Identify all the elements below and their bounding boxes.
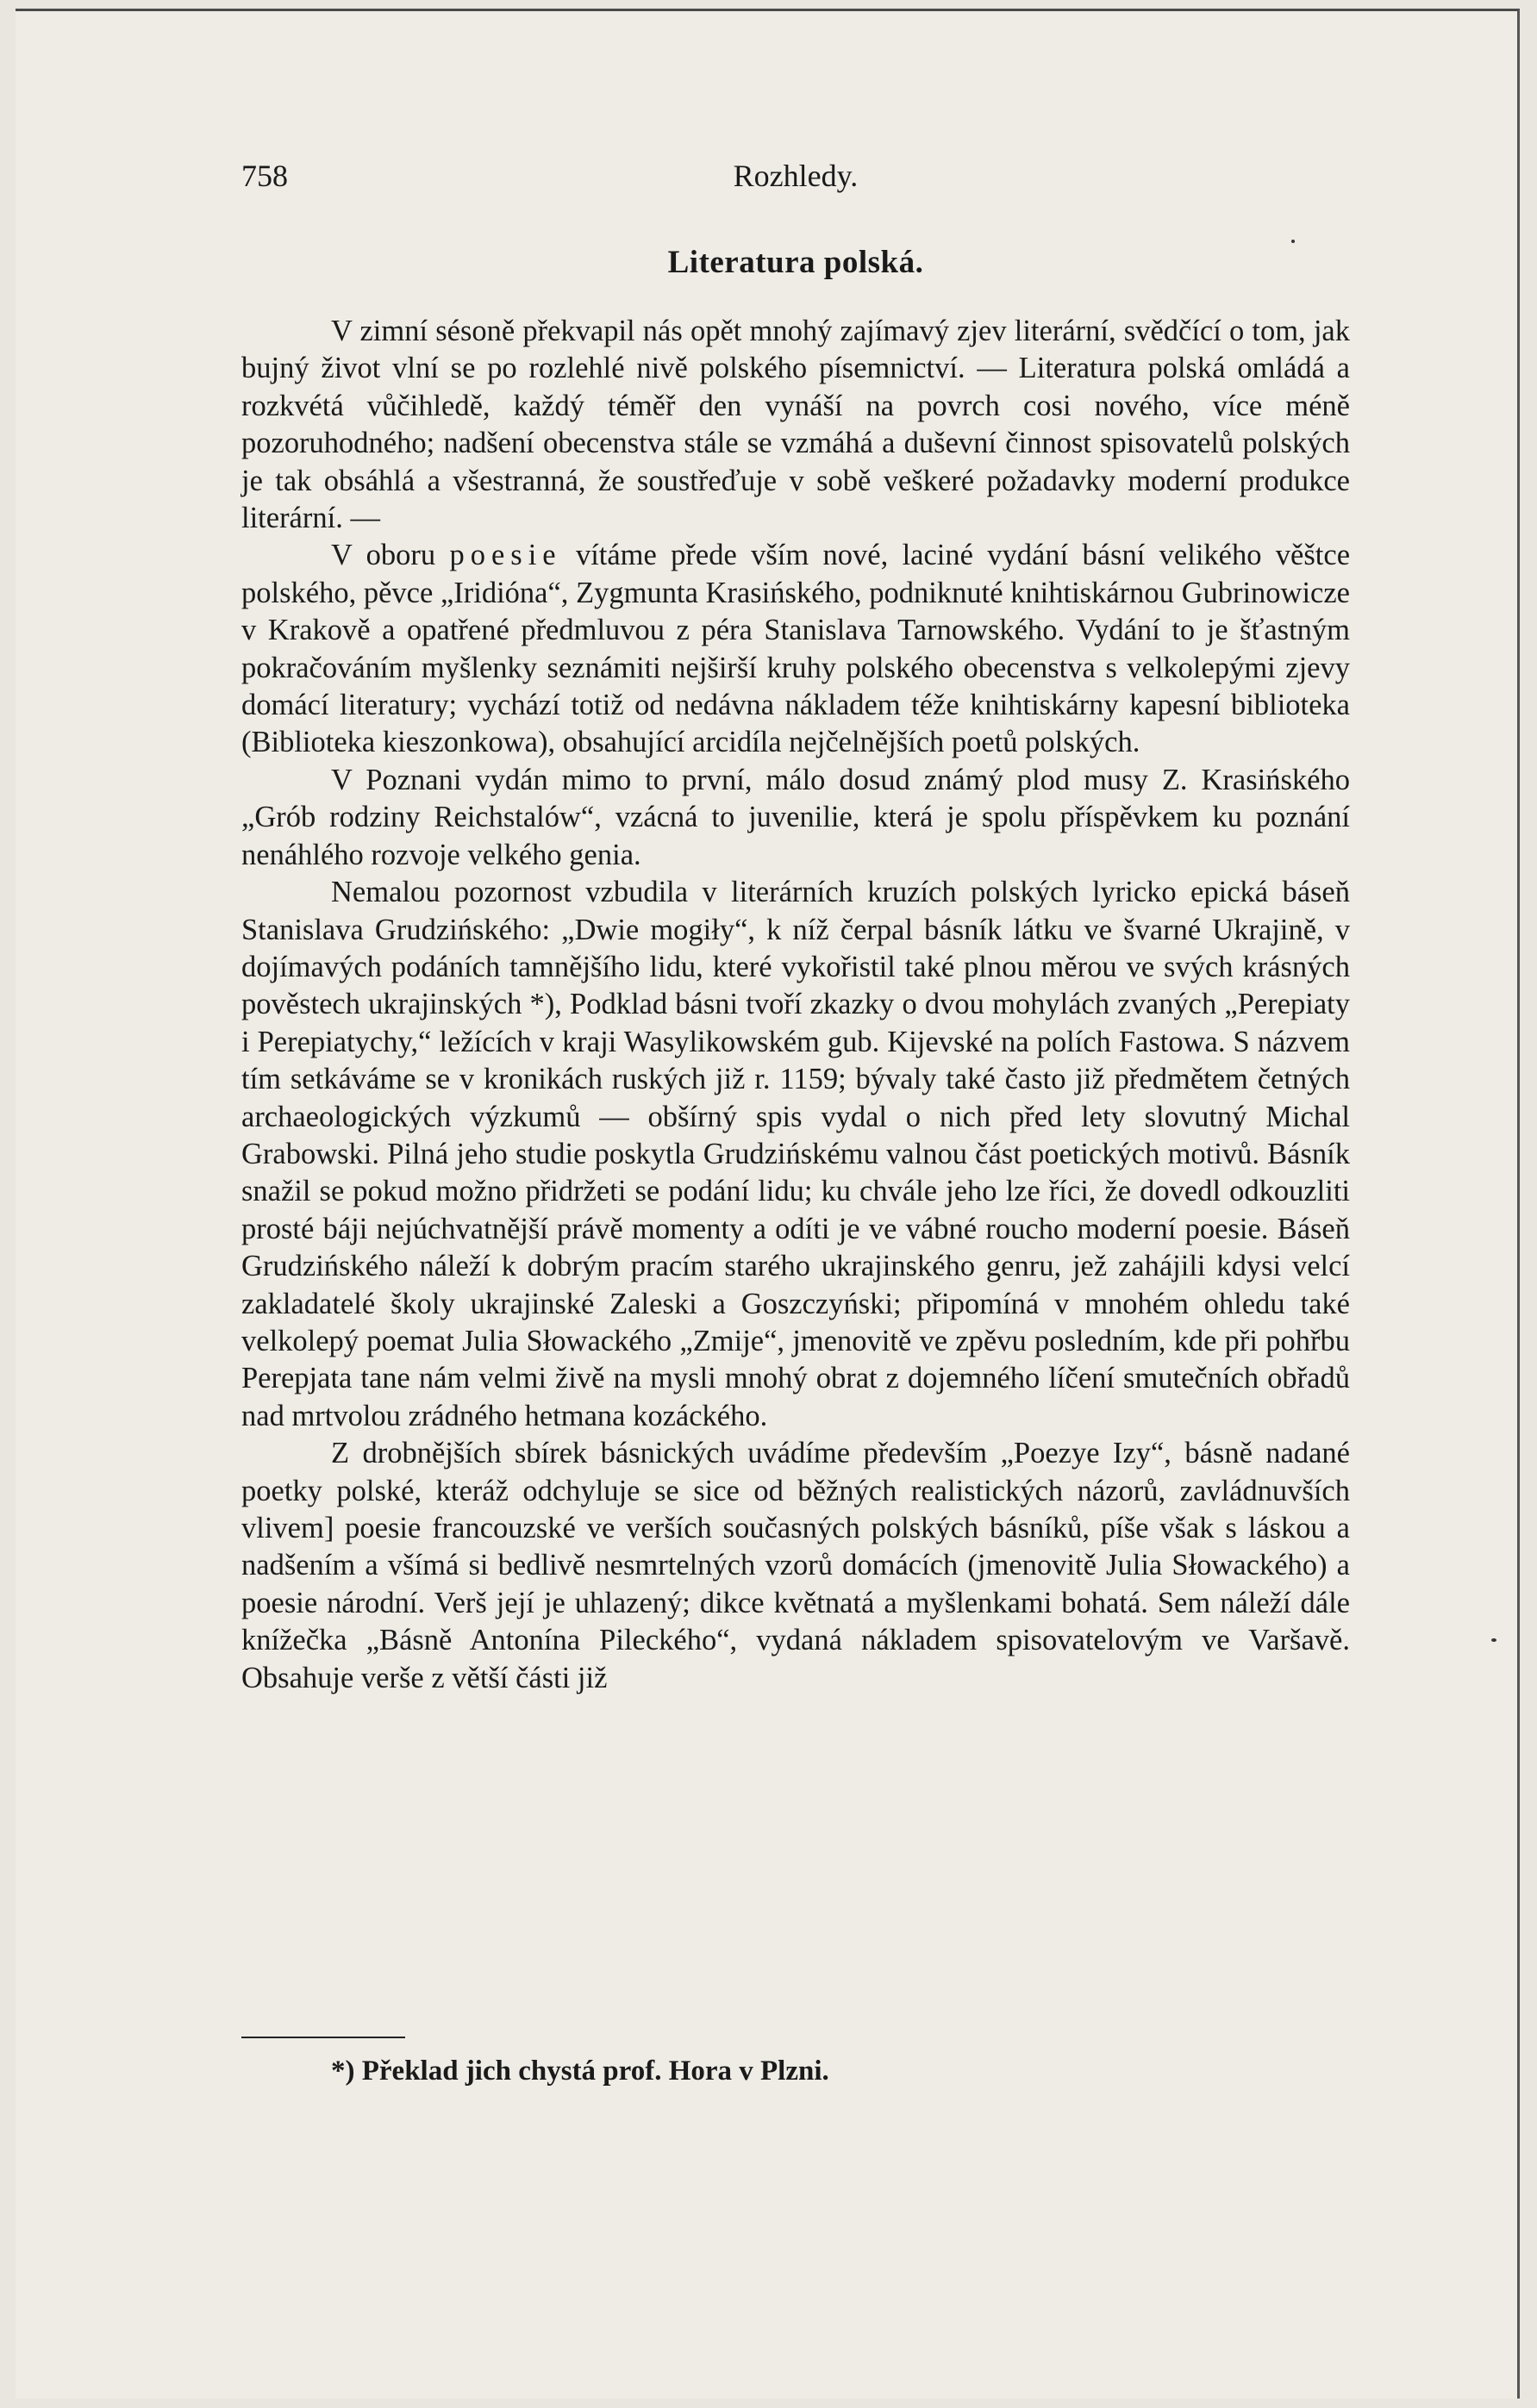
page [16, 9, 1520, 2399]
paragraph: V zimní sésoně překvapil nás opět mnohý zajímavý zjev literární, svědčící o tom, jak bujný život vlní se po rozlehlé nivě polského písemnictví. — Literatura polská omládá a rozkvétá vůčihledě, každý téměř den vynáší na povrch cosi nového, více méně pozoruhodného; nadšení obecenstva stále se vzmáhá a duševní činnost spisovatelů polských je tak obsáhlá a všestranná, že soustřeďuje v sobě veškeré požadavky moderní produkce literární. — [241, 315, 1350, 535]
spaced-word: poesie [449, 539, 562, 572]
section-title: Literatura polská. [667, 245, 924, 280]
paragraph: V Poznani vydán mimo to první, málo dosud známý plod musy Z. Krasińského „Grób rodziny Reichstalów“, vzácná to juvenilie, která je spolu příspěvkem ku poznání nenáhlého rozvoje velkého genia. [241, 763, 1350, 871]
article-body [241, 313, 1350, 1697]
paragraph [241, 537, 1350, 761]
paragraph: Z drobnějších sbírek básnických uvádíme především „Poezye Izy“, básně nadané poetky polské, kteráž odchyluje se sice od běžných realistických názorů, zavládnuvších vlivem] poesie francouzské ve verších současných polských básníků, píše však s láskou a nadšením a všímá si bedlivě nesmrtelných vzorů domácích (jmenovitě Julia Słowackého) a poesie národní. Verš její je uhlazený; dikce květnatá a myšlenkami bohatá. Sem náleží dále knížečka „Básně Antonína Pileckého“, vydaná nákladem spisovatelovým ve Varšavě. Obsahuje verše z větší části již [241, 1437, 1350, 1694]
page-number: 758 [241, 159, 288, 193]
page-header [241, 158, 1350, 201]
paragraph-lead: V oboru [331, 539, 450, 572]
paragraph-rest: vítáme přede vším nové, laciné vydání básní velikého věštce polského, pěvce „Iridióna“, Zygmunta Krasińského, podniknuté knihtiskárnou Gubrinowicze v Krakově a opatřené předmluvou z péra Stanislava Tarnowského. Vydání to je šťastným pokračováním myšlenky seznámiti nejširší kruhy polského obecenstva s velkolepými zjevy domácí literatury; vychází totiž od nedávna nákladem téže knihtiskárny kapesní biblioteka (Biblioteka kieszonkowa), obsahující arcidíla nejčelnějších poetů polských. [241, 539, 1351, 759]
paragraph: Nemalou pozornost vzbudila v literárních kruzích polských lyricko epická báseň Stanislava Grudzińského: „Dwie mogiły“, k níž čerpal básník látku ve švarné Ukrajině, v dojímavých podáních tamnějšího lidu, které vykořistil také plnou měrou ve svých krásných pověstech ukrajinských *), Podklad básni tvoří zkazky o dvou mohylách zvaných „Perepiaty i Perepiatychy,“ ležících v kraji Wasylikowském gub. Kijevské na polích Fastowa. S názvem tím setkáváme se v kronikách ruských již r. 1159; bývaly také často již předmětem četných archaeologických výzkumů — obšírný spis vydal o nich před lety slovutný Michal Grabowski. Pilná jeho studie poskytla Grudzińskému valnou část poetických motivů. Básník snažil se pokud možno přidržeti se podání lidu; ku chvále jeho lze říci, že dovedl odkouzliti prosté báji nejúchvatnější právě momenty a odíti je ve vábné roucho moderní poesie. Báseň Grudzińského náleží k dobrým pracím starého ukrajinského genru, jež zahájili kdysi velcí zakladatelé školy ukrajinské Zaleski a Goszczyński; připomíná v mnohém ohledu také velkolepý poemat Julia Słowackého „Zmije“, jmenovitě ve zpěvu posledním, kde při pohřbu Perepjata tane nám velmi živě na mysli mnohý obrat z dojemného líčení smutečních obřadů nad mrtvolou zrádného hetmana kozáckého. [241, 876, 1350, 1432]
footnote: *) Překlad jich chystá prof. Hora v Plzni. [331, 2056, 829, 2087]
print-speck [1491, 1638, 1496, 1642]
footnote-rule [241, 2037, 405, 2038]
print-speck [1291, 240, 1295, 243]
running-title: Rozhledy. [733, 159, 859, 193]
